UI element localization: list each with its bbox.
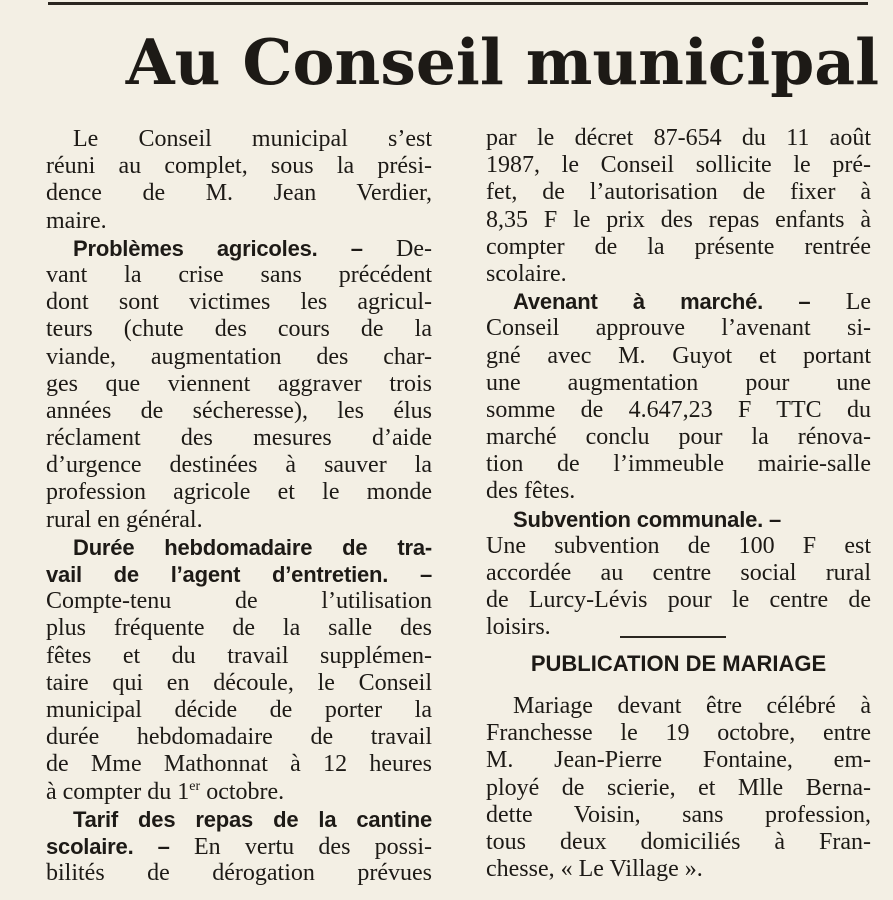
column-right [486,125,871,642]
text-line: tion de l’immeuble mairie-salle [486,451,871,478]
text-line: viande, augmentation des char- [46,343,432,370]
section-title-subvention-communale: Subvention communale. – [513,506,782,532]
text-line: M. Jean-Pierre Fontaine, em- [486,747,871,774]
text-line: plus fréquente de la salle des [46,615,432,642]
text-line: fet, de l’autorisation de fixer à [486,179,871,206]
text-line: de Lurcy-Lévis pour le centre de [486,587,871,614]
text-line [46,779,432,806]
text-line: dence de M. Jean Verdier, [46,180,432,207]
column-left [46,126,432,887]
text-fragment: à compter du 1 [46,778,190,805]
text-fragment: De- [396,235,432,262]
text-line: dont sont victimes les agricul- [46,289,432,316]
text-line: municipal décide de porter la [46,696,432,723]
section-lead-line [486,506,871,533]
text-line: une augmentation pour une [486,369,871,396]
text-line: rural en général. [46,506,203,533]
text-line: ployé de scierie, et Mlle Berna- [486,774,871,801]
text-line: gné avec M. Guyot et portant [486,342,871,369]
text-line: somme de 4.647,23 F TTC du [486,396,871,423]
text-line: Franchesse le 19 octobre, entre [486,720,871,747]
sub-heading-publication-mariage: PUBLICATION DE MARIAGE [530,651,827,676]
section-title-avenant-marche: Avenant à marché. – [513,289,811,315]
text-line: Une subvention de 100 F est [486,532,871,559]
text-line: profession agricole et le monde [46,479,432,506]
text-line: marché conclu pour la rénova- [486,424,871,451]
text-line: teurs (chute des cours de la [46,316,432,343]
section-lead-line [46,561,432,588]
text-line: Mariage devant être célébré à [513,693,871,719]
headline: Au Conseil municipal [125,25,879,99]
text-line: dette Voisin, sans profession, [486,801,871,828]
text-line: réclament des mesures d’aide [46,425,432,452]
text-line: taire qui en découle, le Conseil [46,669,432,696]
section-lead-line [46,806,432,833]
text-line: fêtes et du travail supplémen- [46,642,432,669]
section-lead-line [46,235,432,262]
text-line: accordée au centre social rural [486,560,871,586]
section-title-duree-hebdomadaire-cont: vail de l’agent d’entretien. – [46,562,432,587]
top-rule [48,2,868,5]
text-line: de Mme Mathonnat à 12 heures [46,751,432,778]
text-line: durée hebdomadaire de travail [46,724,432,751]
text-line: Compte-tenu de l’utilisation [46,588,432,615]
text-fragment: Le [845,289,871,316]
text-line: d’urgence destinées à sauver la [46,452,432,479]
section-lead-line [46,534,432,561]
text-line: maire. [46,207,107,234]
section-title-duree-hebdomadaire: Durée hebdomadaire de tra- [73,534,432,560]
section-title-tarif-repas-cont: scolaire. – [46,833,170,859]
section-divider [620,636,726,638]
section-lead-line [486,288,871,315]
text-line: compter de la présente rentrée [486,233,871,260]
section-title-tarif-repas: Tarif des repas de la cantine [73,806,432,832]
superscript: er [189,778,201,794]
marriage-notice [486,693,871,883]
text-line: ges que viennent aggraver trois [46,370,432,397]
text-line: tous deux domiciliés à Fran- [486,828,871,855]
text-line: Conseil approuve l’avenant si- [486,315,871,342]
text-line: réuni au complet, sous la prési- [46,153,432,180]
text-line: 1987, le Conseil sollicite le pré- [486,152,871,179]
text-line: années de sécheresse), les élus [46,397,432,424]
text-line: 8,35 F le prix des repas enfants à [486,206,871,233]
text-fragment: En vertu des possi- [193,833,432,860]
text-line: des fêtes. [486,478,576,505]
text-line: Le Conseil municipal s’est [73,126,432,152]
text-line: bilités de dérogation prévues [46,860,432,887]
section-title-problemes-agricoles: Problèmes agricoles. – [73,235,363,261]
text-fragment: octobre. [200,778,285,805]
text-line: par le décret 87-654 du 11 août [486,125,871,151]
section-lead-line [46,833,432,860]
text-line: loisirs. [486,614,551,641]
text-line: scolaire. [486,260,567,287]
text-line: chesse, « Le Village ». [486,856,703,883]
text-line: vant la crise sans précédent [46,261,432,288]
